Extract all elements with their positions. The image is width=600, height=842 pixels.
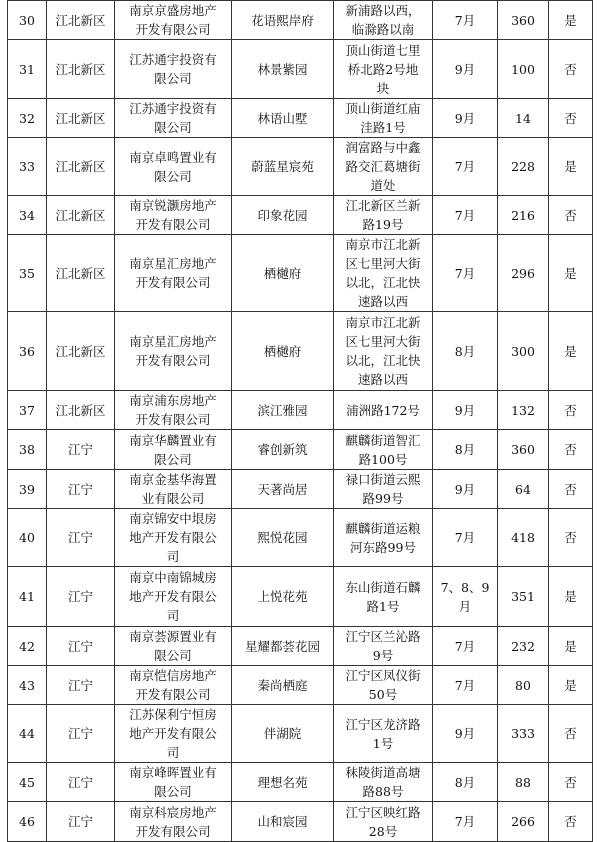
company-cell: 南京科宸房地产 开发有限公司 xyxy=(115,802,232,842)
flag-cell: 否 xyxy=(549,40,593,99)
company-cell: 南京恺信房地产 开发有限公司 xyxy=(115,666,232,705)
project-cell: 山和宸园 xyxy=(232,802,334,842)
units-cell: 232 xyxy=(498,627,549,666)
month-cell: 7月 xyxy=(433,235,498,312)
row-number: 44 xyxy=(8,705,47,763)
units-cell: 266 xyxy=(498,802,549,842)
project-cell: 上悦花苑 xyxy=(232,567,334,627)
row-number: 35 xyxy=(8,235,47,312)
row-number: 38 xyxy=(8,430,47,470)
project-cell: 秦尚栖庭 xyxy=(232,666,334,705)
company-cell: 南京荟源置业有 限公司 xyxy=(115,627,232,666)
month-cell: 8月 xyxy=(433,763,498,802)
table-row xyxy=(8,509,593,567)
row-number: 43 xyxy=(8,666,47,705)
flag-cell: 是 xyxy=(549,567,593,627)
month-cell: 7月 xyxy=(433,1,498,40)
company-cell: 南京浦东房地产 开发有限公司 xyxy=(115,391,232,430)
table-row xyxy=(8,235,593,312)
address-cell: 新浦路以西， 临滁路以南 xyxy=(334,1,433,40)
company-cell: 南京金基华海置 业有限公司 xyxy=(115,470,232,509)
address-cell: 麒麟街道智汇 路100号 xyxy=(334,430,433,470)
row-number: 39 xyxy=(8,470,47,509)
flag-cell: 是 xyxy=(549,1,593,40)
table-row xyxy=(8,666,593,705)
company-cell: 南京中南锦城房 地产开发有限公 司 xyxy=(115,567,232,627)
units-cell: 351 xyxy=(498,567,549,627)
project-cell: 伴湖院 xyxy=(232,705,334,763)
table-row xyxy=(8,567,593,627)
table-row xyxy=(8,1,593,40)
table-row xyxy=(8,138,593,196)
table-row xyxy=(8,705,593,763)
month-cell: 8月 xyxy=(433,430,498,470)
row-number: 46 xyxy=(8,802,47,842)
project-cell: 花语熙岸府 xyxy=(232,1,334,40)
flag-cell: 是 xyxy=(549,666,593,705)
project-cell: 林景紫园 xyxy=(232,40,334,99)
table-row xyxy=(8,430,593,470)
district-cell: 江宁 xyxy=(47,627,115,666)
company-cell: 南京卓鸣置业有 限公司 xyxy=(115,138,232,196)
month-cell: 8月 xyxy=(433,312,498,391)
units-cell: 216 xyxy=(498,196,549,235)
address-cell: 浦洲路172号 xyxy=(334,391,433,430)
row-number: 41 xyxy=(8,567,47,627)
flag-cell: 否 xyxy=(549,430,593,470)
table-body xyxy=(8,1,593,842)
company-cell: 南京华麟置业有 限公司 xyxy=(115,430,232,470)
month-cell: 7月 xyxy=(433,509,498,567)
project-cell: 栖樾府 xyxy=(232,235,334,312)
row-number: 31 xyxy=(8,40,47,99)
district-cell: 江宁 xyxy=(47,509,115,567)
project-cell: 栖樾府 xyxy=(232,312,334,391)
table-row xyxy=(8,312,593,391)
address-cell: 江宁区兰沁路 9号 xyxy=(334,627,433,666)
row-number: 30 xyxy=(8,1,47,40)
table-row xyxy=(8,470,593,509)
table-row xyxy=(8,627,593,666)
units-cell: 132 xyxy=(498,391,549,430)
project-cell: 林语山墅 xyxy=(232,99,334,138)
table-row xyxy=(8,196,593,235)
month-cell: 9月 xyxy=(433,705,498,763)
company-cell: 江苏通宇投资有 限公司 xyxy=(115,40,232,99)
address-cell: 南京市江北新 区七里河大街 以北，江北快 速路以西 xyxy=(334,235,433,312)
month-cell: 7月 xyxy=(433,802,498,842)
row-number: 33 xyxy=(8,138,47,196)
district-cell: 江北新区 xyxy=(47,40,115,99)
table-row xyxy=(8,99,593,138)
housing-project-table xyxy=(7,0,593,842)
company-cell: 南京峰晖置业有 限公司 xyxy=(115,763,232,802)
district-cell: 江北新区 xyxy=(47,99,115,138)
month-cell: 7月 xyxy=(433,627,498,666)
project-cell: 滨江雅园 xyxy=(232,391,334,430)
units-cell: 418 xyxy=(498,509,549,567)
units-cell: 64 xyxy=(498,470,549,509)
units-cell: 360 xyxy=(498,1,549,40)
units-cell: 333 xyxy=(498,705,549,763)
units-cell: 300 xyxy=(498,312,549,391)
district-cell: 江北新区 xyxy=(47,1,115,40)
row-number: 45 xyxy=(8,763,47,802)
company-cell: 南京星汇房地产 开发有限公司 xyxy=(115,312,232,391)
row-number: 40 xyxy=(8,509,47,567)
units-cell: 100 xyxy=(498,40,549,99)
address-cell: 江北新区兰新 路19号 xyxy=(334,196,433,235)
address-cell: 江宁区凤仪街 50号 xyxy=(334,666,433,705)
address-cell: 东山街道石麟 路1号 xyxy=(334,567,433,627)
address-cell: 江宁区龙济路 1号 xyxy=(334,705,433,763)
project-cell: 天著尚居 xyxy=(232,470,334,509)
flag-cell: 否 xyxy=(549,196,593,235)
address-cell: 江宁区映红路 28号 xyxy=(334,802,433,842)
table-row xyxy=(8,391,593,430)
table-row xyxy=(8,40,593,99)
units-cell: 360 xyxy=(498,430,549,470)
district-cell: 江宁 xyxy=(47,470,115,509)
address-cell: 南京市江北新 区七里河大街 以北，江北快 速路以西 xyxy=(334,312,433,391)
table-row xyxy=(8,763,593,802)
flag-cell: 否 xyxy=(549,99,593,138)
project-cell: 星耀都荟花园 xyxy=(232,627,334,666)
units-cell: 296 xyxy=(498,235,549,312)
flag-cell: 是 xyxy=(549,627,593,666)
units-cell: 228 xyxy=(498,138,549,196)
address-cell: 禄口街道云熙 路99号 xyxy=(334,470,433,509)
address-cell: 麒麟街道运粮 河东路99号 xyxy=(334,509,433,567)
project-cell: 印象花园 xyxy=(232,196,334,235)
month-cell: 7月 xyxy=(433,138,498,196)
district-cell: 江北新区 xyxy=(47,138,115,196)
district-cell: 江北新区 xyxy=(47,235,115,312)
units-cell: 80 xyxy=(498,666,549,705)
project-cell: 睿创新筑 xyxy=(232,430,334,470)
flag-cell: 否 xyxy=(549,802,593,842)
district-cell: 江宁 xyxy=(47,705,115,763)
units-cell: 14 xyxy=(498,99,549,138)
district-cell: 江宁 xyxy=(47,763,115,802)
address-cell: 润富路与中鑫 路交汇葛塘街 道处 xyxy=(334,138,433,196)
district-cell: 江宁 xyxy=(47,430,115,470)
month-cell: 7月 xyxy=(433,666,498,705)
address-cell: 顶山街道七里 桥北路2号地 块 xyxy=(334,40,433,99)
month-cell: 9月 xyxy=(433,99,498,138)
month-cell: 9月 xyxy=(433,470,498,509)
project-cell: 蔚蓝星宸苑 xyxy=(232,138,334,196)
address-cell: 顶山街道红庙 洼路1号 xyxy=(334,99,433,138)
company-cell: 南京星汇房地产 开发有限公司 xyxy=(115,235,232,312)
flag-cell: 否 xyxy=(549,705,593,763)
company-cell: 江苏通宇投资有 限公司 xyxy=(115,99,232,138)
month-cell: 7月 xyxy=(433,196,498,235)
flag-cell: 是 xyxy=(549,312,593,391)
company-cell: 江苏保利宁恒房 地产开发有限公 司 xyxy=(115,705,232,763)
row-number: 32 xyxy=(8,99,47,138)
flag-cell: 否 xyxy=(549,509,593,567)
month-cell: 9月 xyxy=(433,391,498,430)
month-cell: 7、8、9月 xyxy=(433,567,498,627)
row-number: 36 xyxy=(8,312,47,391)
flag-cell: 否 xyxy=(549,391,593,430)
district-cell: 江宁 xyxy=(47,666,115,705)
company-cell: 南京锦安中垠房 地产开发有限公 司 xyxy=(115,509,232,567)
row-number: 42 xyxy=(8,627,47,666)
district-cell: 江宁 xyxy=(47,802,115,842)
flag-cell: 是 xyxy=(549,235,593,312)
month-cell: 9月 xyxy=(433,40,498,99)
district-cell: 江北新区 xyxy=(47,196,115,235)
district-cell: 江宁 xyxy=(47,567,115,627)
address-cell: 秣陵街道高塘 路88号 xyxy=(334,763,433,802)
flag-cell: 是 xyxy=(549,138,593,196)
district-cell: 江北新区 xyxy=(47,391,115,430)
project-cell: 熙悦花园 xyxy=(232,509,334,567)
project-cell: 理想名苑 xyxy=(232,763,334,802)
units-cell: 88 xyxy=(498,763,549,802)
company-cell: 南京锐灏房地产 开发有限公司 xyxy=(115,196,232,235)
district-cell: 江北新区 xyxy=(47,312,115,391)
flag-cell: 否 xyxy=(549,763,593,802)
row-number: 37 xyxy=(8,391,47,430)
company-cell: 南京京盛房地产 开发有限公司 xyxy=(115,1,232,40)
row-number: 34 xyxy=(8,196,47,235)
flag-cell: 否 xyxy=(549,470,593,509)
